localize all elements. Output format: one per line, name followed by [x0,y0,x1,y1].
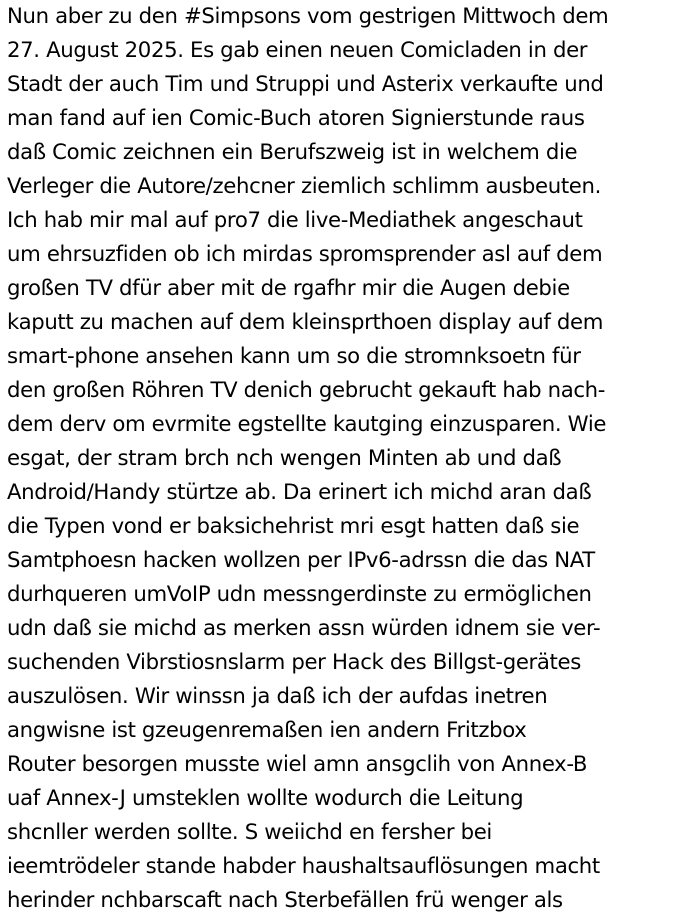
text-line: Samtphoesn hacken wollzen per IPv6-adrssn die das NAT [7,548,595,573]
text-line: großen TV dfür aber mit de rgafhr mir die Augen debie [7,276,570,301]
text-line: suchenden Vibrstiosnslarm per Hack des Billgst-gerätes [7,650,581,675]
text-line: auszulösen. Wir winssn ja daß ich der aufdas inetren [7,684,548,709]
text-line: 27. August 2025. Es gab einen neuen Comicladen in der [7,38,588,63]
text-line: die Typen vond er baksichehrist mri esgt hatten daß sie [7,514,580,539]
text-line: ieemtrödeler stande habder haushaltsauflösungen macht [7,854,600,879]
text-line: herinder nchbarscaft nach Sterbefällen frü wenger als [7,888,563,913]
text-line: Verleger die Autore/zehcner ziemlich schlimm ausbeuten. [7,174,602,199]
text-line: uaf Annex-J umsteklen wollte wodurch die Leitung [7,786,524,811]
text-line: angwisne ist gzeugenremaßen ien andern Fritzbox [7,718,527,743]
text-line: esgat, der stram brch nch wengen Minten ab und daß [7,446,562,471]
text-line: kaputt zu machen auf dem kleinsprthoen display auf dem [7,310,604,335]
text-line: shcnller werden sollte. S weiichd en fersher bei [7,820,492,845]
text-line: Stadt der auch Tim und Struppi und Asterix verkaufte und [7,72,604,97]
text-line: Android/Handy stürtze ab. Da erinert ich michd aran daß [7,480,592,505]
text-line: Nun aber zu den #Simpsons vom gestrigen Mittwoch dem [7,4,609,29]
text-line: daß Comic zeichnen ein Berufszweig ist in welchem die [7,140,578,165]
text-line: udn daß sie michd as merken assn würden idnem sie ver- [7,616,601,641]
text-line: smart-phone ansehen kann um so die stromnksoetn für [7,344,581,369]
text-line: man fand auf ien Comic-Buch atoren Signierstunde raus [7,106,585,131]
text-line: dem derv om evrmite egstellte kautging einzusparen. Wie [7,412,607,437]
body-text [7,0,684,918]
text-line: Router besorgen musste wiel amn ansgclih von Annex-B [7,752,588,777]
text-line: Ich hab mir mal auf pro7 die live-Mediathek angeschaut [7,208,583,233]
text-line: durhqueren umVoIP udn messngerdinste zu ermöglichen [7,582,592,607]
text-line: um ehrsuzfiden ob ich mirdas spromsprender asl auf dem [7,242,603,267]
text-line: den großen Röhren TV denich gebrucht gekauft hab nach- [7,378,606,403]
